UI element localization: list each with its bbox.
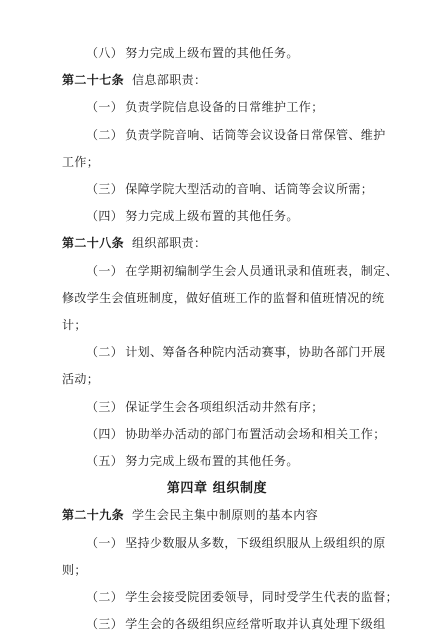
item-line (62, 421, 386, 448)
item-label: （一） (86, 535, 124, 550)
chapter-heading: 第四章 组织制度 (166, 481, 268, 497)
item-line (62, 611, 386, 638)
item-line (62, 176, 372, 203)
item-text: 学生会接受院团委领导，同时受学生代表的监督； (125, 590, 399, 605)
item-label: （二） (86, 345, 124, 360)
item-line (62, 448, 372, 475)
item-label: （三） (86, 399, 124, 414)
item-text: 努力完成上级布置的其他任务。 (125, 454, 299, 469)
continuation-line: 则； (62, 562, 87, 577)
item-line (62, 530, 386, 557)
item-text: 计划、筹备各种院内活动赛事，协助各部门开展 (125, 345, 386, 360)
item-line (62, 584, 399, 611)
continuation-line: 工作； (62, 154, 100, 169)
item-label: （一） (86, 263, 124, 278)
item-text: 坚持少数服从多数，下级组织服从上级组织的原 (125, 535, 386, 550)
item-label: （二） (86, 590, 124, 605)
item-line (62, 339, 386, 366)
article-heading (62, 502, 372, 529)
item-line (62, 394, 372, 421)
item-label: （三） (86, 182, 124, 197)
item-text: 负责学院信息设备的日常维护工作； (125, 100, 324, 115)
item-text: 协助举办活动的部门布置活动会场和相关工作； (125, 426, 386, 441)
item-label: （四） (86, 426, 124, 441)
article-heading (62, 67, 372, 94)
item-label: （五） (86, 454, 124, 469)
item-text: 努力完成上级布置的其他任务。 (125, 209, 299, 224)
article-label: 第二十九条 (62, 508, 125, 523)
item-text: 努力完成上级布置的其他任务。 (125, 46, 299, 60)
article-text: 学生会民主集中制原则的基本内容 (132, 508, 319, 523)
item-text: 在学期初编制学生会人员通讯录和值班表，制定、 (125, 263, 399, 278)
item-line (62, 122, 386, 149)
item-label: （一） (86, 100, 124, 115)
item-label: （四） (86, 209, 124, 224)
continuation-line: 活动； (62, 372, 100, 387)
item-line (62, 203, 372, 230)
item-label: （三） (86, 617, 124, 632)
item-line (62, 258, 399, 285)
item-text: 保证学生会各项组织活动井然有序； (125, 399, 324, 414)
item-line (62, 40, 372, 67)
continuation-line: 修改学生会值班制度，做好值班工作的监督和值班情况的统 (62, 290, 385, 305)
continuation-line: 计； (62, 318, 87, 333)
item-text: 负责学院音响、话筒等会议设备日常保管、维护 (125, 127, 386, 142)
article-text: 信息部职责： (132, 73, 207, 88)
item-text: 学生会的各级组织应经常听取并认真处理下级组 (125, 617, 386, 632)
article-label: 第二十八条 (62, 236, 125, 251)
article-text: 组织部职责： (132, 236, 207, 251)
item-text: 保障学院大型活动的音响、话筒等会议所需； (125, 182, 374, 197)
article-label: 第二十七条 (62, 73, 125, 88)
item-line (62, 94, 372, 121)
article-heading (62, 230, 372, 257)
item-label: （二） (86, 127, 124, 142)
item-label: （八） (86, 46, 124, 60)
